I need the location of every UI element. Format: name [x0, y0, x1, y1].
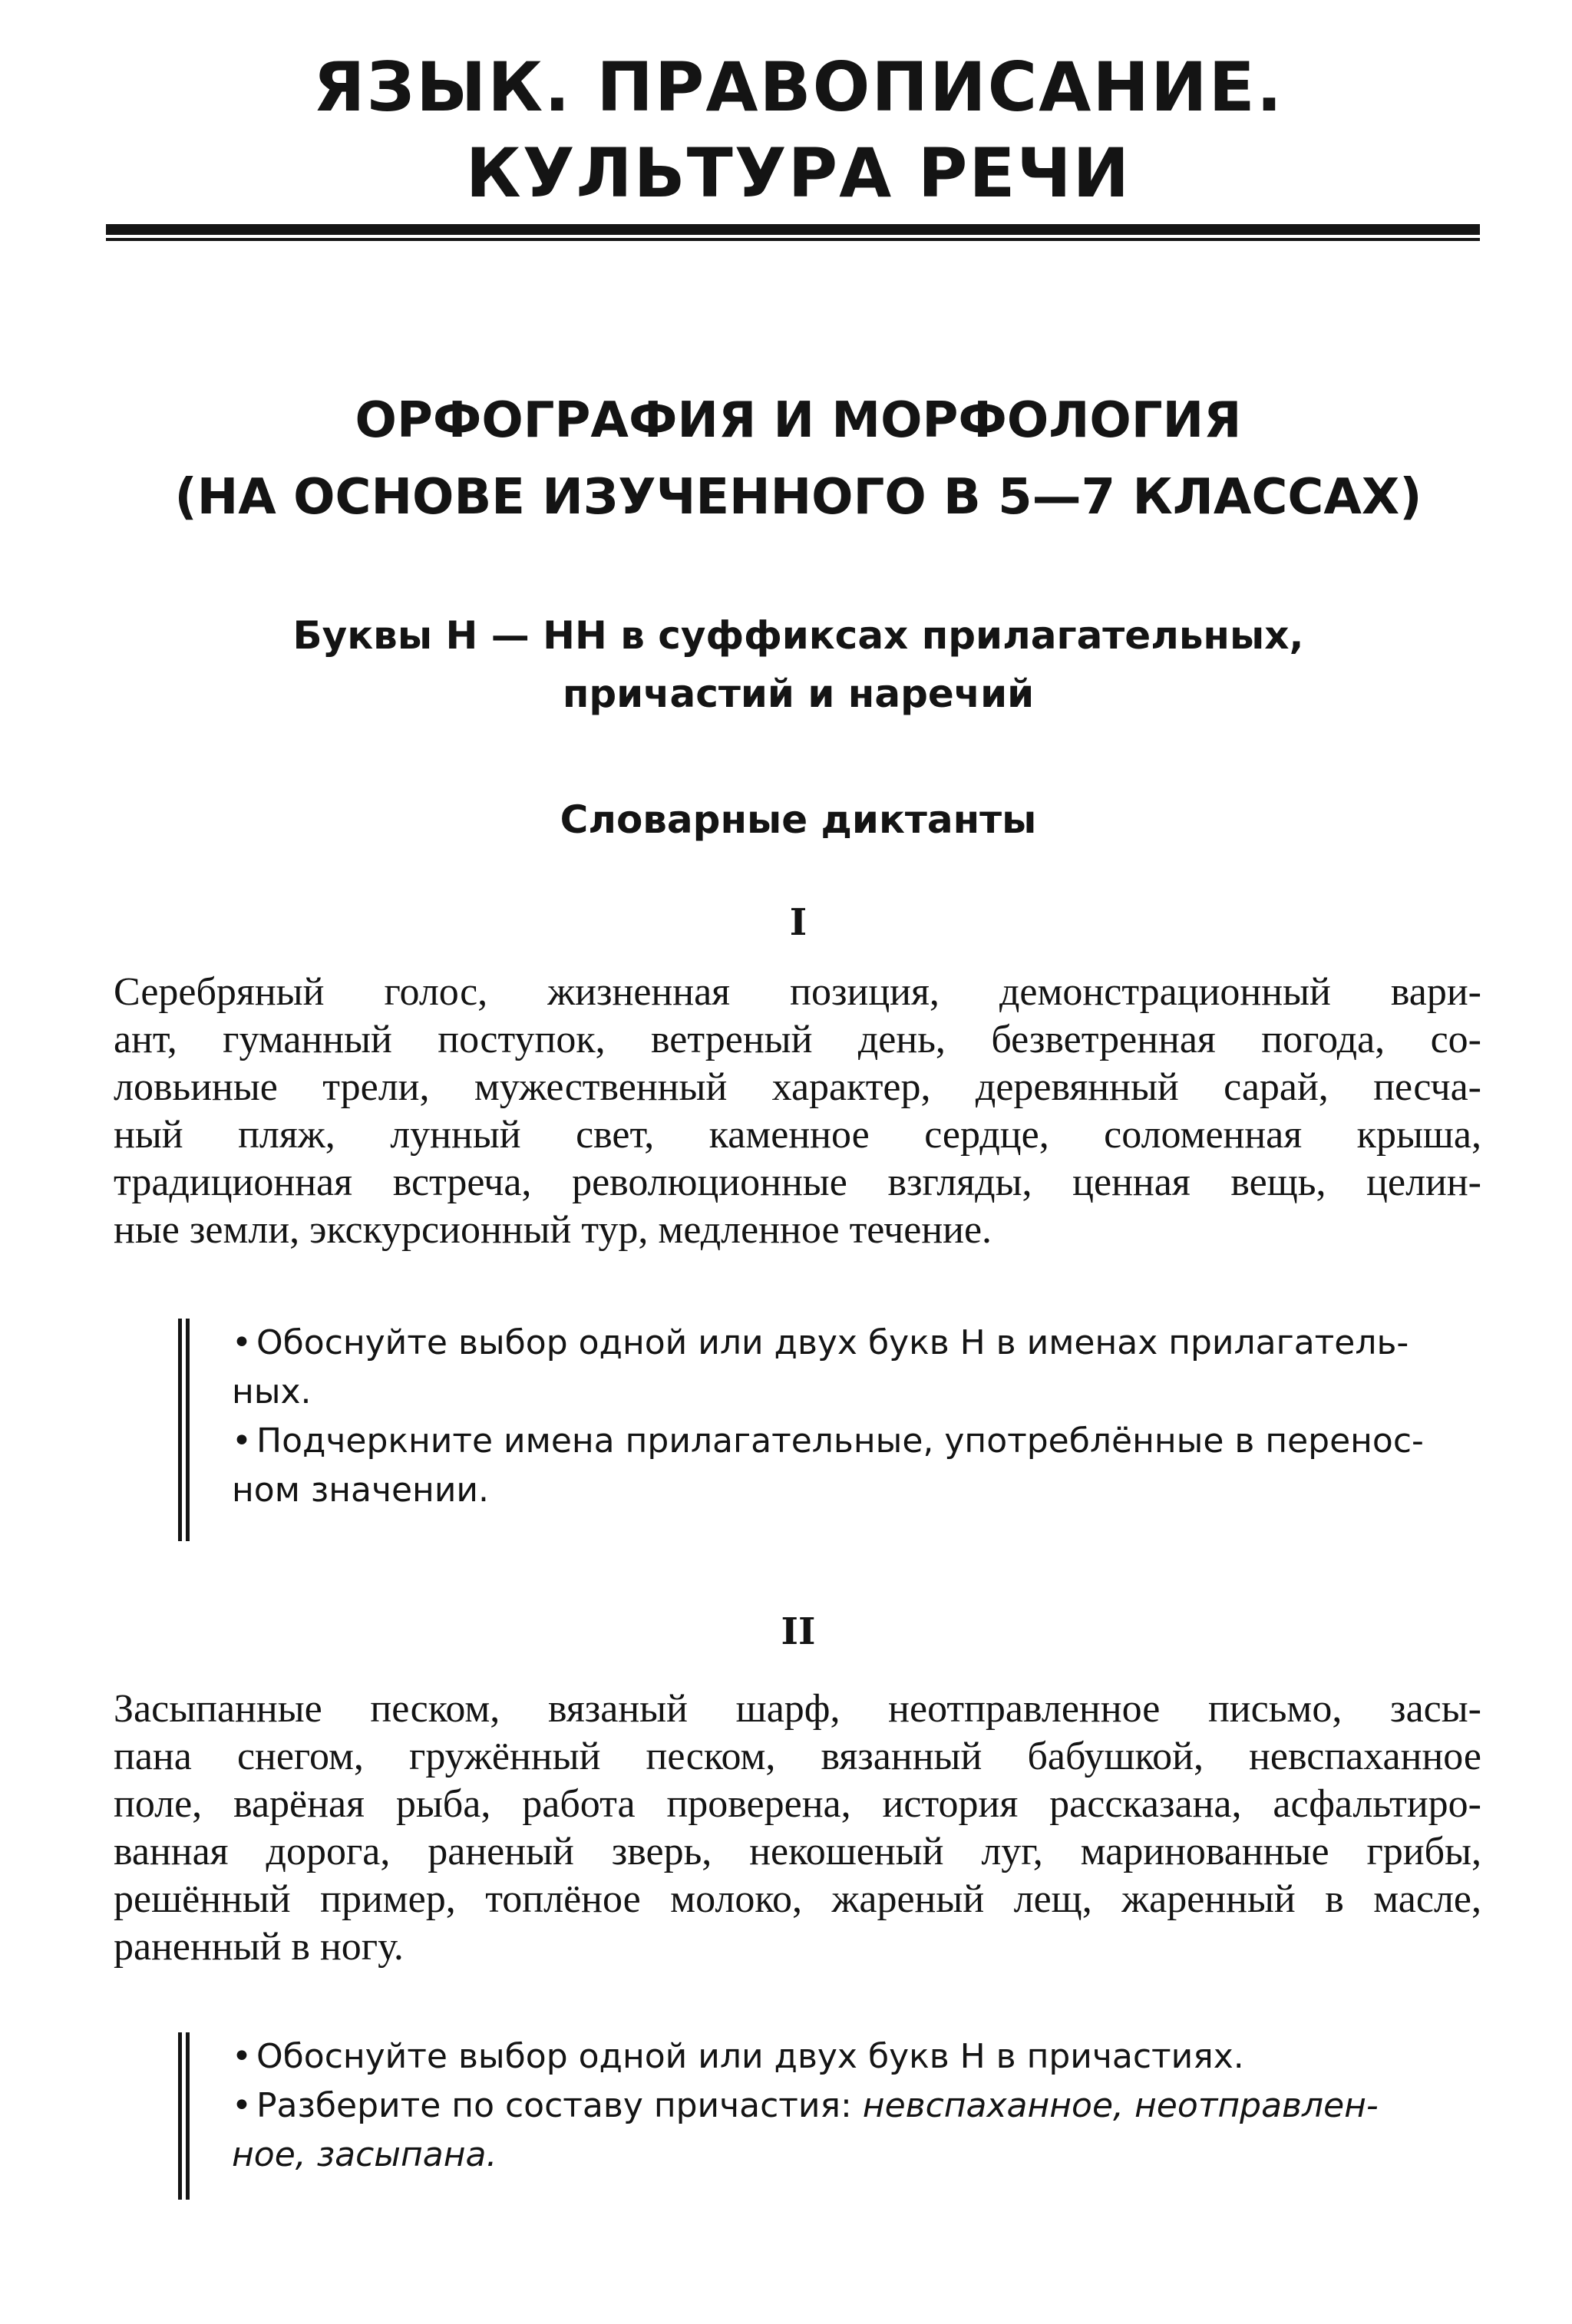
divider-thick-line — [106, 224, 1480, 235]
bullet-icon: • — [232, 2086, 252, 2125]
task-text: Подчеркните имена прилагательные, употреблённые в перенос- — [256, 1421, 1424, 1461]
dictation-text-2 — [114, 1685, 1481, 1971]
dictation-number-1: I — [789, 901, 807, 944]
divider-thin-line — [106, 238, 1480, 241]
text-line: поле, варёная рыба, работа проверена, история рассказана, асфальтиро- — [114, 1782, 1481, 1826]
section-title-line-1: ОРФОГРАФИЯ И МОРФОЛОГИЯ — [355, 392, 1242, 449]
section-title — [107, 382, 1489, 536]
text-line: раненный в ногу. — [114, 1925, 404, 1969]
topic-title — [107, 606, 1489, 723]
task-item — [232, 1319, 1498, 1417]
bullet-icon: • — [232, 2037, 252, 2076]
text-line: ант, гуманный поступок, ветреный день, безветренная погода, со- — [114, 1018, 1481, 1061]
task-text: ных. — [232, 1372, 312, 1411]
subheading: Словарные диктанты — [560, 797, 1037, 842]
task-item — [232, 2032, 1498, 2081]
text-line: пана снегом, гружённый песком, вязанный бабушкой, невспаханное — [114, 1735, 1481, 1778]
tasks-block-1 — [178, 1319, 1498, 1541]
task-example-words: ное, засыпана. — [232, 2135, 497, 2174]
bullet-icon: • — [232, 1323, 252, 1362]
dictation-number-2: II — [781, 1610, 816, 1653]
text-line: Засыпанные песком, вязаный шарф, неотправленное письмо, засы- — [114, 1687, 1481, 1731]
text-line: ные земли, экскурсионный тур, медленное течение. — [114, 1208, 992, 1252]
task-example-words: невспаханное, неотправлен- — [862, 2086, 1379, 2125]
task-text: Разберите по составу причастия: — [256, 2086, 863, 2125]
topic-title-line-1: Буквы Н — НН в суффиксах прилагательных, — [292, 613, 1304, 658]
title-divider — [106, 224, 1480, 243]
chapter-title — [107, 45, 1489, 216]
task-item — [232, 2081, 1498, 2180]
text-line: ванная дорога, раненый зверь, некошеный луг, маринованные грибы, — [114, 1830, 1481, 1873]
section-title-line-2: (НА ОСНОВЕ ИЗУЧЕННОГО В 5—7 КЛАССАХ) — [174, 469, 1422, 526]
dictation-text-1 — [114, 969, 1481, 1254]
task-text: Обоснуйте выбор одной или двух букв Н в именах прилагатель- — [256, 1323, 1409, 1362]
text-line: Серебряный голос, жизненная позиция, демонстрационный вари- — [114, 970, 1481, 1014]
topic-title-line-2: причастий и наречий — [562, 672, 1035, 716]
text-line: традиционная встреча, революционные взгляды, ценная вещь, целин- — [114, 1160, 1481, 1204]
chapter-title-line-2: КУЛЬТУРА РЕЧИ — [465, 134, 1131, 213]
tasks-margin-bar — [178, 2032, 190, 2200]
text-line: ловьиные трели, мужественный характер, деревянный сарай, песча- — [114, 1065, 1481, 1109]
task-item — [232, 1417, 1498, 1515]
task-text: ном значении. — [232, 1471, 490, 1510]
tasks-block-2 — [178, 2032, 1498, 2200]
bullet-icon: • — [232, 1421, 252, 1461]
task-text: Обоснуйте выбор одной или двух букв Н в причастиях. — [256, 2037, 1244, 2076]
tasks-margin-bar — [178, 1319, 190, 1541]
chapter-title-line-1: ЯЗЫК. ПРАВОПИСАНИЕ. — [312, 48, 1284, 127]
text-line: ный пляж, лунный свет, каменное сердце, соломенная крыша, — [114, 1113, 1481, 1157]
text-line: решённый пример, топлёное молоко, жареный лещ, жаренный в масле, — [114, 1877, 1481, 1921]
